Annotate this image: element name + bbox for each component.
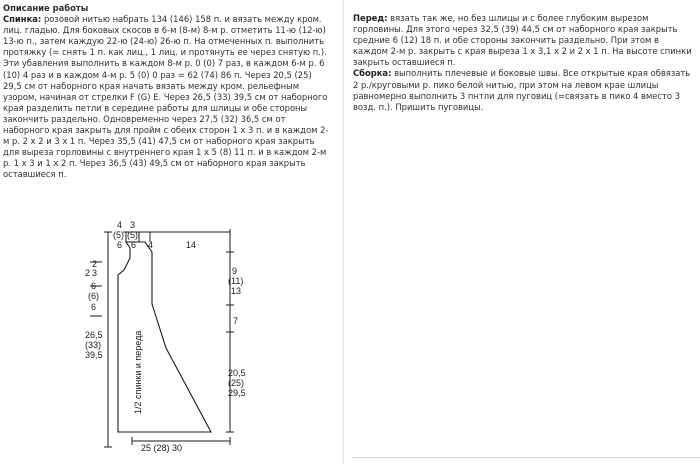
front-text: вязать так же, но без шлицы и с более глубоким вырезом горловины. Для этого через 32,5 (39) 44,5 см от наборного края закрыть средние 6 (12) 18 п. и обе стороны закончить раздельно. При этом в каждом 2-м р. закрыть с края выреза 1 х 3,1 х 2 и 2 х 1 п. На высоте спинки закрыть оставшиеся п. [353,13,692,68]
dim-left-2b: 2 [85,268,91,278]
dim-top-5a: (5) [113,230,124,240]
back-label: Спинка: [3,14,42,25]
dim-right-20: 20,5 [228,368,246,378]
dim-right-29: 29,5 [228,388,246,398]
dim-top-4b: 4 [148,240,154,250]
dim-top-6b: 6 [131,240,137,250]
dim-right-25: (25) [228,378,245,388]
dim-left-6p: (6) [88,291,99,301]
vertical-piece-label: 1/2 спинки и переда [133,330,143,414]
assembly-text: выполнить плечевые и боковые швы. Все открытые края обвязать 2 р./круговыми р. пико белой нитью, при этом на левом крае шлицы равномерно выполнить 3 пнтли для пуговиц (=связать в пико 4 вместо 3 возд. п.). Пришить пуговицы. [353,68,691,112]
back-text: розовой нитью набрать 134 (146) 158 п. и вязать между кром. лиц. гладью. Для боковых скосов в 6-м (8-м) 8-м р. отметить 11-ю (12-ю) 13-ю п., затем каждую 22-ю (24-ю) 26-ю п. На отмеченных п. выполнить протяжку (= снять 1 п. как лиц., 1 лиц. и протянуть ее через снятую п.). Эти убавления выполнить в каждом 8-м р. 0 (0) 7 раз, в каждом 6-м р. 6 (10) 4 раз и в каждом 4-м р. 5 (0) 0 раз = 62 (74) 86 п. Через 20,5 (25) 29,5 см от наборного края начать вязать между кром. рельефным узором, начиная от стрелки F (G) E. Через 26,5 (33) 39,5 см от наборного края разделить петли в середине работы для шлицы и обе стороны закончить раздельно. Одновременно через 27,5 (32) 36,5 см от наборного края закрыть для пройм с обеих сторон 1 х 3 п. и в каждом 2-м р. 2 х 2 и 3 х 1 п. Через 35,5 (41) 47,5 см от наборного края закрыть для выреза горловины с внутреннего края 1 х 5 (8) 11 п. и в каждом 2-м р. 1 х 3 и 1 х 2 п. Через 36,5 (43) 49,5 см от наборного края закрыть оставшиеся п. [3,14,329,180]
dimension-lines [90,229,234,447]
dim-right-7: 7 [233,316,239,326]
dim-right-13: 13 [231,286,242,296]
assembly-label: Сборка: [353,68,392,79]
dim-top-5b: (5) [127,230,138,240]
description-heading: Описание работы [3,3,89,13]
dim-top-4: 4 [117,220,123,230]
dim-right-11: (11) [228,276,244,286]
dim-left-6: 6 [91,281,97,291]
dim-left-26: 26,5 [85,330,103,340]
dim-left-6c: 6 [91,302,97,312]
dim-bottom-width: 25 (28) 30 [141,443,183,453]
garment-outline [118,242,211,432]
front-label: Перед: [353,13,388,23]
dim-top-3: 3 [130,220,136,230]
dim-left-33: (33) [85,340,102,350]
dim-top-6a: 6 [117,240,123,250]
dim-left-3: 3 [92,268,98,278]
dim-top-14: 14 [186,240,197,250]
dim-right-9: 9 [232,266,238,276]
dim-left-39: 39,5 [85,350,103,360]
dim-left-2a: 2 [92,259,98,269]
